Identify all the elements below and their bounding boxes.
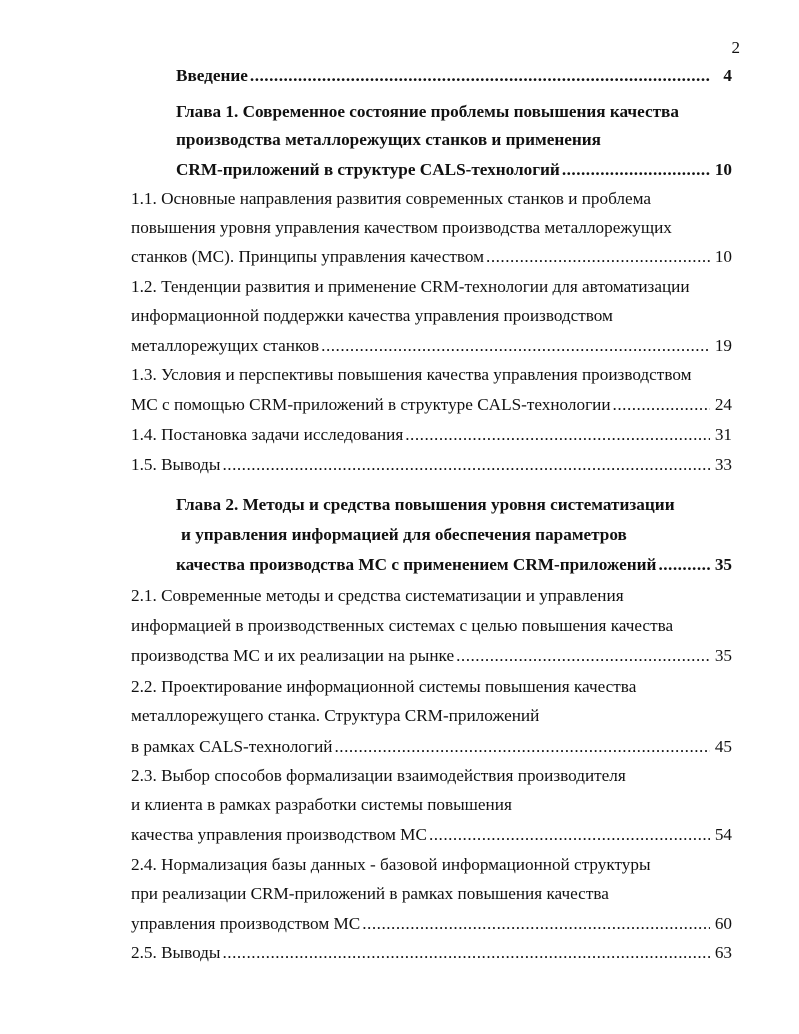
dot-leader (405, 421, 710, 449)
toc-entry-line (176, 491, 732, 519)
toc-entry-text: металлорежущего станка. Структура CRM-приложений (131, 706, 540, 725)
toc-page-number: 4 (723, 66, 732, 85)
toc-entry-text: повышения уровня управления качеством производства металлорежущих (131, 218, 672, 237)
toc-entry-text: 1.4. Постановка задачи исследования (131, 425, 404, 444)
toc-entry-text: производства металлорежущих станков и применения (176, 130, 601, 149)
toc-entry-last-line (131, 332, 732, 360)
toc-entry-line (131, 582, 732, 610)
toc-entry-line (131, 673, 732, 701)
toc-entry-last-line (131, 451, 732, 479)
toc-entry-text: качества управления производством МС (131, 825, 427, 844)
toc-entry-line (131, 214, 732, 242)
toc-entry-last-line (176, 156, 732, 184)
toc-entry-text: 2.1. Современные методы и средства систематизации и управления (131, 586, 624, 605)
toc-page-number: 24 (714, 395, 732, 414)
toc-page-number: 35 (714, 646, 732, 665)
toc-entry-last-line (131, 821, 732, 849)
dot-leader (658, 551, 710, 579)
toc-page-number: 60 (714, 914, 732, 933)
toc-entry-text: CRM-приложений в структуре CALS-технологий (176, 160, 560, 179)
toc-page-number: 33 (714, 455, 732, 474)
toc-entry-last-line (131, 910, 732, 938)
toc-entry-line (131, 302, 732, 330)
toc-entry-text: Введение (176, 66, 248, 85)
toc-entry-text: Глава 1. Современное состояние проблемы повышения качества (176, 102, 679, 121)
toc-entry-line (131, 185, 732, 213)
toc-entry-text: управления производством МС (131, 914, 361, 933)
toc-entry-line (181, 521, 732, 549)
toc-entry-line (131, 791, 732, 819)
toc-entry-text: качества производства МС с применением CRM-приложений (176, 555, 657, 574)
toc-entry-line (131, 273, 732, 301)
dot-leader (486, 243, 710, 271)
toc-entry-line (176, 126, 732, 154)
dot-leader (334, 733, 710, 761)
toc-entry-last-line (131, 642, 732, 670)
toc-entry-line (131, 361, 732, 389)
dot-leader (250, 62, 710, 90)
toc-entry-text: 1.1. Основные направления развития современных станков и проблема (131, 189, 651, 208)
toc-entry-last-line (131, 733, 732, 761)
toc-page-number: 31 (714, 425, 732, 444)
toc-entry-text: Глава 2. Методы и средства повышения уровня систематизации (176, 495, 675, 514)
toc-page-number: 35 (714, 555, 732, 574)
toc-entry-text: 1.5. Выводы (131, 455, 221, 474)
toc-entry-last-line (131, 391, 732, 419)
toc-entry-text: информацией в производственных системах с целью повышения качества (131, 616, 674, 635)
toc-entry-last-line (176, 551, 732, 579)
toc-entry-text: в рамках CALS-технологий (131, 737, 333, 756)
toc-entry-text: 2.3. Выбор способов формализации взаимодействия производителя (131, 766, 626, 785)
dot-leader (222, 451, 710, 479)
toc-entry-text: и управления информацией для обеспечения параметров (181, 525, 627, 544)
dot-leader (429, 821, 710, 849)
dot-leader (562, 156, 710, 184)
toc-page-number: 19 (714, 336, 732, 355)
dot-leader (321, 332, 710, 360)
toc-page-number: 10 (714, 247, 732, 266)
toc-entry-line (176, 98, 732, 126)
toc-entry-line (131, 762, 732, 790)
dot-leader (613, 391, 710, 419)
toc-entry-text: станков (МС). Принципы управления качеством (131, 247, 485, 266)
toc-page-number: 45 (714, 737, 732, 756)
dot-leader (456, 642, 710, 670)
page-number: 2 (731, 38, 740, 57)
toc-entry-text: 2.5. Выводы (131, 943, 221, 962)
toc-entry-last-line (131, 243, 732, 271)
toc-entry-text: металлорежущих станков (131, 336, 320, 355)
toc-entry-line (131, 880, 732, 908)
toc-entry-text: при реализации CRM-приложений в рамках повышения качества (131, 884, 609, 903)
toc-entry-text: 1.2. Тенденции развития и применение CRM-технологии для автоматизации (131, 277, 690, 296)
toc-entry-line (131, 702, 732, 730)
dot-leader (222, 939, 710, 967)
toc-entry-last-line (131, 939, 732, 967)
toc-entry-text: производства МС и их реализации на рынке (131, 646, 455, 665)
toc-page-number: 10 (714, 160, 732, 179)
toc-page-number: 54 (714, 825, 732, 844)
toc-entry-text: и клиента в рамках разработки системы повышения (131, 795, 512, 814)
toc-entry-text: 1.3. Условия и перспективы повышения качества управления производством (131, 365, 692, 384)
toc-entry-text: информационной поддержки качества управления производством (131, 306, 613, 325)
toc-entry-last-line (131, 421, 732, 449)
toc-entry-line (131, 851, 732, 879)
toc-entry-line (131, 612, 732, 640)
toc-entry-text: МС с помощью CRM-приложений в структуре CALS-технологии (131, 395, 611, 414)
toc-entry-text: 2.2. Проектирование информационной системы повышения качества (131, 677, 637, 696)
toc-entry-last-line (176, 62, 732, 90)
toc-entry-text: 2.4. Нормализация базы данных - базовой информационной структуры (131, 855, 651, 874)
dot-leader (362, 910, 710, 938)
toc-page-number: 63 (714, 943, 732, 962)
